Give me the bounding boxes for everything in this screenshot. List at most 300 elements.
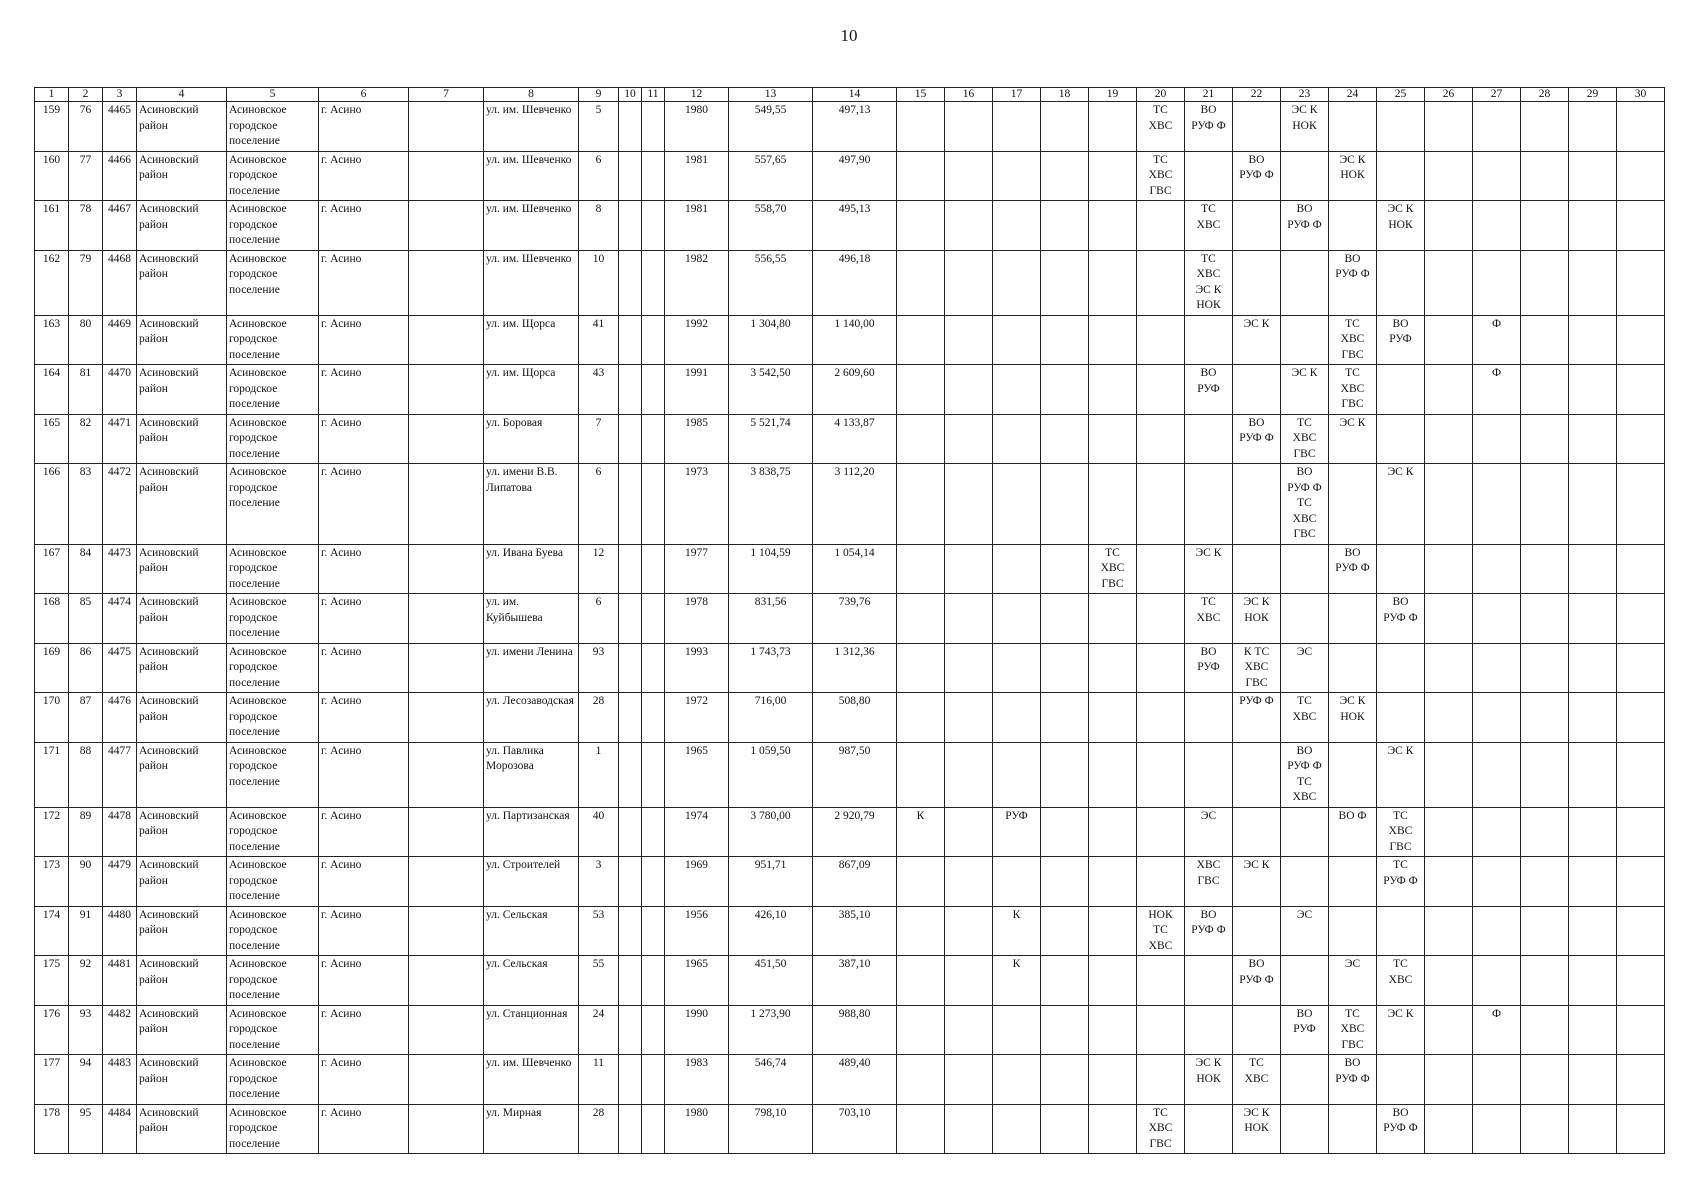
table-cell-col-15 — [897, 1104, 945, 1154]
table-cell-col-17 — [993, 693, 1041, 743]
table-cell-col-15 — [897, 464, 945, 545]
table-cell-col-5: Асиновское городское поселение — [227, 544, 319, 594]
table-cell-col-20: НОК ТС ХВС — [1137, 906, 1185, 956]
table-cell-col-17 — [993, 464, 1041, 545]
table-cell-col-11 — [642, 414, 665, 464]
table-cell-col-21 — [1185, 693, 1233, 743]
table-cell-col-9: 6 — [579, 464, 619, 545]
table-row — [35, 315, 1665, 365]
table-cell-col-2: 86 — [69, 643, 103, 693]
table-cell-col-24: ЭС К — [1329, 414, 1377, 464]
table-cell-col-20 — [1137, 594, 1185, 644]
table-cell-col-28 — [1521, 807, 1569, 857]
table-cell-col-4: Асиновский район — [137, 464, 227, 545]
table-cell-col-19 — [1089, 906, 1137, 956]
column-header-22: 22 — [1233, 88, 1281, 102]
table-cell-col-4: Асиновский район — [137, 151, 227, 201]
table-row — [35, 1005, 1665, 1055]
table-cell-col-6: г. Асино — [319, 906, 409, 956]
table-cell-col-24 — [1329, 1104, 1377, 1154]
table-cell-col-3: 4468 — [103, 250, 137, 315]
table-cell-col-6: г. Асино — [319, 643, 409, 693]
table-cell-col-11 — [642, 365, 665, 415]
table-cell-col-21: ВО РУФ — [1185, 643, 1233, 693]
table-cell-col-6: г. Асино — [319, 315, 409, 365]
table-cell-col-28 — [1521, 742, 1569, 807]
column-number-row — [35, 88, 1665, 102]
table-cell-col-27 — [1473, 102, 1521, 152]
table-cell-col-11 — [642, 807, 665, 857]
table-cell-col-15 — [897, 1005, 945, 1055]
table-cell-col-29 — [1569, 643, 1617, 693]
table-cell-col-11 — [642, 250, 665, 315]
table-cell-col-13: 549,55 — [729, 102, 813, 152]
table-cell-col-13: 557,65 — [729, 151, 813, 201]
column-header-20: 20 — [1137, 88, 1185, 102]
table-cell-col-26 — [1425, 1005, 1473, 1055]
table-cell-col-14: 988,80 — [813, 1005, 897, 1055]
table-cell-col-20 — [1137, 365, 1185, 415]
table-cell-col-13: 798,10 — [729, 1104, 813, 1154]
table-cell-col-13: 1 104,59 — [729, 544, 813, 594]
table-cell-col-9: 12 — [579, 544, 619, 594]
table-cell-col-22 — [1233, 742, 1281, 807]
table-cell-col-15 — [897, 544, 945, 594]
table-cell-col-27 — [1473, 544, 1521, 594]
table-cell-col-18 — [1041, 807, 1089, 857]
table-cell-col-22 — [1233, 1005, 1281, 1055]
column-header-6: 6 — [319, 88, 409, 102]
table-cell-col-19 — [1089, 807, 1137, 857]
table-cell-col-1: 170 — [35, 693, 69, 743]
table-cell-col-11 — [642, 742, 665, 807]
table-cell-col-16 — [945, 365, 993, 415]
table-cell-col-10 — [619, 643, 642, 693]
table-cell-col-18 — [1041, 414, 1089, 464]
table-cell-col-11 — [642, 1005, 665, 1055]
table-cell-col-4: Асиновский район — [137, 594, 227, 644]
table-cell-col-22 — [1233, 464, 1281, 545]
table-cell-col-24 — [1329, 742, 1377, 807]
table-row — [35, 906, 1665, 956]
table-cell-col-25: ТС ХВС — [1377, 956, 1425, 1006]
table-cell-col-12: 1985 — [665, 414, 729, 464]
table-cell-col-14: 867,09 — [813, 857, 897, 907]
table-cell-col-27 — [1473, 464, 1521, 545]
table-row — [35, 250, 1665, 315]
table-cell-col-23: ВО РУФ Ф — [1281, 201, 1329, 251]
table-cell-col-25: ВО РУФ — [1377, 315, 1425, 365]
table-cell-col-19 — [1089, 594, 1137, 644]
table-cell-col-16 — [945, 201, 993, 251]
table-cell-col-17 — [993, 594, 1041, 644]
table-cell-col-15 — [897, 414, 945, 464]
table-cell-col-20 — [1137, 414, 1185, 464]
table-cell-col-13: 451,50 — [729, 956, 813, 1006]
table-cell-col-15 — [897, 906, 945, 956]
column-header-5: 5 — [227, 88, 319, 102]
table-cell-col-26 — [1425, 956, 1473, 1006]
column-header-23: 23 — [1281, 88, 1329, 102]
table-cell-col-13: 426,10 — [729, 906, 813, 956]
table-cell-col-27 — [1473, 807, 1521, 857]
table-cell-col-29 — [1569, 742, 1617, 807]
table-cell-col-12: 1973 — [665, 464, 729, 545]
table-cell-col-10 — [619, 365, 642, 415]
table-row — [35, 1104, 1665, 1154]
table-cell-col-2: 87 — [69, 693, 103, 743]
table-cell-col-12: 1981 — [665, 201, 729, 251]
table-cell-col-15 — [897, 857, 945, 907]
table-cell-col-16 — [945, 643, 993, 693]
table-cell-col-14: 1 140,00 — [813, 315, 897, 365]
table-cell-col-14: 703,10 — [813, 1104, 897, 1154]
table-cell-col-29 — [1569, 201, 1617, 251]
table-cell-col-4: Асиновский район — [137, 857, 227, 907]
table-cell-col-3: 4467 — [103, 201, 137, 251]
table-cell-col-15 — [897, 594, 945, 644]
table-cell-col-1: 174 — [35, 906, 69, 956]
table-cell-col-23: ВО РУФ Ф ТС ХВС ГВС — [1281, 464, 1329, 545]
column-header-24: 24 — [1329, 88, 1377, 102]
table-cell-col-21 — [1185, 1104, 1233, 1154]
table-cell-col-26 — [1425, 1055, 1473, 1105]
table-cell-col-22 — [1233, 365, 1281, 415]
table-cell-col-27 — [1473, 643, 1521, 693]
table-cell-col-16 — [945, 857, 993, 907]
table-cell-col-9: 6 — [579, 594, 619, 644]
table-cell-col-24 — [1329, 643, 1377, 693]
table-cell-col-11 — [642, 315, 665, 365]
table-cell-col-12: 1974 — [665, 807, 729, 857]
table-cell-col-14: 497,90 — [813, 151, 897, 201]
table-cell-col-29 — [1569, 1104, 1617, 1154]
table-cell-col-13: 556,55 — [729, 250, 813, 315]
table-cell-col-25: ТС РУФ Ф — [1377, 857, 1425, 907]
table-cell-col-24: ВО РУФ Ф — [1329, 250, 1377, 315]
table-cell-col-15 — [897, 201, 945, 251]
table-cell-col-5: Асиновское городское поселение — [227, 857, 319, 907]
table-cell-col-1: 162 — [35, 250, 69, 315]
table-cell-col-22: ЭС К — [1233, 857, 1281, 907]
table-cell-col-22: ВО РУФ Ф — [1233, 151, 1281, 201]
column-header-21: 21 — [1185, 88, 1233, 102]
column-header-8: 8 — [484, 88, 579, 102]
table-cell-col-3: 4477 — [103, 742, 137, 807]
table-cell-col-9: 41 — [579, 315, 619, 365]
table-cell-col-26 — [1425, 643, 1473, 693]
table-cell-col-16 — [945, 594, 993, 644]
table-cell-col-18 — [1041, 693, 1089, 743]
table-cell-col-18 — [1041, 151, 1089, 201]
table-cell-col-8: ул. им. Шевченко — [484, 250, 579, 315]
table-cell-col-30 — [1617, 544, 1665, 594]
table-cell-col-22: ТС ХВС — [1233, 1055, 1281, 1105]
table-cell-col-3: 4465 — [103, 102, 137, 152]
table-cell-col-29 — [1569, 151, 1617, 201]
table-cell-col-26 — [1425, 102, 1473, 152]
table-cell-col-30 — [1617, 857, 1665, 907]
table-cell-col-4: Асиновский район — [137, 365, 227, 415]
table-row — [35, 201, 1665, 251]
table-cell-col-29 — [1569, 693, 1617, 743]
table-cell-col-30 — [1617, 464, 1665, 545]
table-cell-col-8: ул. имени В.В. Липатова — [484, 464, 579, 545]
table-cell-col-19 — [1089, 365, 1137, 415]
table-cell-col-6: г. Асино — [319, 693, 409, 743]
column-header-29: 29 — [1569, 88, 1617, 102]
table-cell-col-5: Асиновское городское поселение — [227, 464, 319, 545]
table-cell-col-8: ул. им. Куйбышева — [484, 594, 579, 644]
table-cell-col-8: ул. Сельская — [484, 906, 579, 956]
table-cell-col-3: 4482 — [103, 1005, 137, 1055]
table-cell-col-15 — [897, 742, 945, 807]
table-cell-col-22: ЭС К НОК — [1233, 594, 1281, 644]
table-cell-col-7 — [409, 742, 484, 807]
table-cell-col-26 — [1425, 807, 1473, 857]
table-cell-col-12: 1983 — [665, 1055, 729, 1105]
table-cell-col-28 — [1521, 1104, 1569, 1154]
table-cell-col-5: Асиновское городское поселение — [227, 315, 319, 365]
table-cell-col-26 — [1425, 315, 1473, 365]
table-cell-col-3: 4475 — [103, 643, 137, 693]
table-cell-col-7 — [409, 414, 484, 464]
table-cell-col-6: г. Асино — [319, 102, 409, 152]
table-cell-col-28 — [1521, 693, 1569, 743]
table-cell-col-24: ЭС К НОК — [1329, 151, 1377, 201]
table-cell-col-20 — [1137, 201, 1185, 251]
table-cell-col-23: ВО РУФ — [1281, 1005, 1329, 1055]
table-cell-col-21 — [1185, 956, 1233, 1006]
table-cell-col-10 — [619, 956, 642, 1006]
table-cell-col-18 — [1041, 250, 1089, 315]
table-cell-col-10 — [619, 693, 642, 743]
table-cell-col-23: ЭС К НОК — [1281, 102, 1329, 152]
table-cell-col-8: ул. имени Ленина — [484, 643, 579, 693]
table-cell-col-25 — [1377, 693, 1425, 743]
table-cell-col-23: ЭС — [1281, 906, 1329, 956]
table-cell-col-17 — [993, 365, 1041, 415]
housing-register-table — [34, 87, 1665, 1154]
table-cell-col-19 — [1089, 857, 1137, 907]
table-cell-col-27: Ф — [1473, 365, 1521, 415]
table-cell-col-12: 1981 — [665, 151, 729, 201]
table-cell-col-7 — [409, 1055, 484, 1105]
table-cell-col-23: ТС ХВС ГВС — [1281, 414, 1329, 464]
table-cell-col-8: ул. им. Шевченко — [484, 151, 579, 201]
table-cell-col-21: ХВС ГВС — [1185, 857, 1233, 907]
table-cell-col-1: 171 — [35, 742, 69, 807]
table-cell-col-5: Асиновское городское поселение — [227, 365, 319, 415]
table-cell-col-1: 177 — [35, 1055, 69, 1105]
table-cell-col-23: ТС ХВС — [1281, 693, 1329, 743]
table-cell-col-26 — [1425, 693, 1473, 743]
table-cell-col-14: 2 609,60 — [813, 365, 897, 415]
table-cell-col-30 — [1617, 315, 1665, 365]
table-cell-col-12: 1990 — [665, 1005, 729, 1055]
table-cell-col-14: 387,10 — [813, 956, 897, 1006]
table-cell-col-4: Асиновский район — [137, 102, 227, 152]
column-header-17: 17 — [993, 88, 1041, 102]
table-cell-col-15: К — [897, 807, 945, 857]
table-cell-col-26 — [1425, 250, 1473, 315]
table-cell-col-28 — [1521, 956, 1569, 1006]
table-cell-col-3: 4471 — [103, 414, 137, 464]
table-cell-col-21: ТС ХВС — [1185, 201, 1233, 251]
table-cell-col-23: ВО РУФ Ф ТС ХВС — [1281, 742, 1329, 807]
table-cell-col-15 — [897, 102, 945, 152]
table-cell-col-4: Асиновский район — [137, 742, 227, 807]
table-cell-col-10 — [619, 1104, 642, 1154]
table-cell-col-11 — [642, 544, 665, 594]
table-cell-col-1: 169 — [35, 643, 69, 693]
table-cell-col-23 — [1281, 956, 1329, 1006]
table-cell-col-23 — [1281, 1104, 1329, 1154]
table-cell-col-9: 24 — [579, 1005, 619, 1055]
table-cell-col-8: ул. Боровая — [484, 414, 579, 464]
table-cell-col-19 — [1089, 1005, 1137, 1055]
table-cell-col-29 — [1569, 250, 1617, 315]
column-header-30: 30 — [1617, 88, 1665, 102]
table-cell-col-3: 4480 — [103, 906, 137, 956]
table-cell-col-4: Асиновский район — [137, 414, 227, 464]
table-cell-col-26 — [1425, 544, 1473, 594]
table-cell-col-4: Асиновский район — [137, 1055, 227, 1105]
table-cell-col-24 — [1329, 857, 1377, 907]
table-cell-col-9: 8 — [579, 201, 619, 251]
table-cell-col-25: ЭС К — [1377, 742, 1425, 807]
table-cell-col-10 — [619, 807, 642, 857]
table-cell-col-9: 6 — [579, 151, 619, 201]
table-cell-col-7 — [409, 544, 484, 594]
table-cell-col-13: 3 780,00 — [729, 807, 813, 857]
table-cell-col-3: 4469 — [103, 315, 137, 365]
table-cell-col-7 — [409, 250, 484, 315]
table-cell-col-5: Асиновское городское поселение — [227, 807, 319, 857]
table-cell-col-5: Асиновское городское поселение — [227, 1005, 319, 1055]
table-cell-col-30 — [1617, 414, 1665, 464]
table-cell-col-2: 93 — [69, 1005, 103, 1055]
table-cell-col-19 — [1089, 414, 1137, 464]
table-cell-col-21: ВО РУФ Ф — [1185, 906, 1233, 956]
table-cell-col-22 — [1233, 102, 1281, 152]
table-cell-col-20 — [1137, 956, 1185, 1006]
table-cell-col-19 — [1089, 102, 1137, 152]
table-row — [35, 956, 1665, 1006]
table-row — [35, 643, 1665, 693]
table-row — [35, 464, 1665, 545]
table-cell-col-23: ЭС К — [1281, 365, 1329, 415]
table-cell-col-27 — [1473, 201, 1521, 251]
table-cell-col-1: 167 — [35, 544, 69, 594]
table-cell-col-7 — [409, 1005, 484, 1055]
table-cell-col-12: 1982 — [665, 250, 729, 315]
table-cell-col-11 — [642, 102, 665, 152]
table-cell-col-21: ЭС К — [1185, 544, 1233, 594]
table-cell-col-19 — [1089, 742, 1137, 807]
table-cell-col-5: Асиновское городское поселение — [227, 643, 319, 693]
table-cell-col-23 — [1281, 594, 1329, 644]
table-cell-col-4: Асиновский район — [137, 693, 227, 743]
table-cell-col-29 — [1569, 102, 1617, 152]
table-cell-col-21: ВО РУФ — [1185, 365, 1233, 415]
column-header-25: 25 — [1377, 88, 1425, 102]
table-cell-col-26 — [1425, 742, 1473, 807]
table-cell-col-17 — [993, 742, 1041, 807]
table-cell-col-7 — [409, 365, 484, 415]
table-cell-col-24 — [1329, 201, 1377, 251]
table-cell-col-6: г. Асино — [319, 807, 409, 857]
table-cell-col-11 — [642, 594, 665, 644]
table-cell-col-15 — [897, 250, 945, 315]
table-cell-col-21 — [1185, 742, 1233, 807]
table-cell-col-26 — [1425, 414, 1473, 464]
table-cell-col-30 — [1617, 643, 1665, 693]
table-cell-col-30 — [1617, 1055, 1665, 1105]
table-cell-col-14: 739,76 — [813, 594, 897, 644]
table-cell-col-11 — [642, 906, 665, 956]
table-cell-col-6: г. Асино — [319, 151, 409, 201]
table-cell-col-18 — [1041, 643, 1089, 693]
table-cell-col-2: 85 — [69, 594, 103, 644]
table-cell-col-16 — [945, 807, 993, 857]
table-cell-col-18 — [1041, 315, 1089, 365]
table-cell-col-25 — [1377, 643, 1425, 693]
table-cell-col-2: 90 — [69, 857, 103, 907]
table-cell-col-14: 508,80 — [813, 693, 897, 743]
table-cell-col-11 — [642, 464, 665, 545]
table-cell-col-20 — [1137, 807, 1185, 857]
table-cell-col-21: ВО РУФ Ф — [1185, 102, 1233, 152]
table-cell-col-18 — [1041, 1005, 1089, 1055]
table-cell-col-13: 1 059,50 — [729, 742, 813, 807]
table-cell-col-18 — [1041, 201, 1089, 251]
table-cell-col-3: 4474 — [103, 594, 137, 644]
column-header-14: 14 — [813, 88, 897, 102]
column-header-16: 16 — [945, 88, 993, 102]
table-cell-col-28 — [1521, 250, 1569, 315]
table-cell-col-16 — [945, 906, 993, 956]
table-cell-col-23: ЭС — [1281, 643, 1329, 693]
table-cell-col-10 — [619, 857, 642, 907]
table-cell-col-13: 831,56 — [729, 594, 813, 644]
table-cell-col-7 — [409, 807, 484, 857]
table-cell-col-25: ЭС К — [1377, 464, 1425, 545]
table-cell-col-22: РУФ Ф — [1233, 693, 1281, 743]
table-cell-col-22: ВО РУФ Ф — [1233, 414, 1281, 464]
table-cell-col-26 — [1425, 906, 1473, 956]
table-cell-col-29 — [1569, 594, 1617, 644]
table-cell-col-16 — [945, 315, 993, 365]
table-cell-col-29 — [1569, 1005, 1617, 1055]
table-cell-col-24: ВО РУФ Ф — [1329, 544, 1377, 594]
table-cell-col-3: 4470 — [103, 365, 137, 415]
table-row — [35, 151, 1665, 201]
table-cell-col-12: 1977 — [665, 544, 729, 594]
table-cell-col-14: 489,40 — [813, 1055, 897, 1105]
column-header-18: 18 — [1041, 88, 1089, 102]
table-cell-col-10 — [619, 102, 642, 152]
table-cell-col-8: ул. Павлика Морозова — [484, 742, 579, 807]
table-cell-col-18 — [1041, 742, 1089, 807]
table-cell-col-2: 80 — [69, 315, 103, 365]
table-cell-col-17: РУФ — [993, 807, 1041, 857]
table-cell-col-8: ул. Ивана Буева — [484, 544, 579, 594]
table-cell-col-16 — [945, 1005, 993, 1055]
table-cell-col-7 — [409, 906, 484, 956]
table-cell-col-6: г. Асино — [319, 857, 409, 907]
table-cell-col-24 — [1329, 594, 1377, 644]
